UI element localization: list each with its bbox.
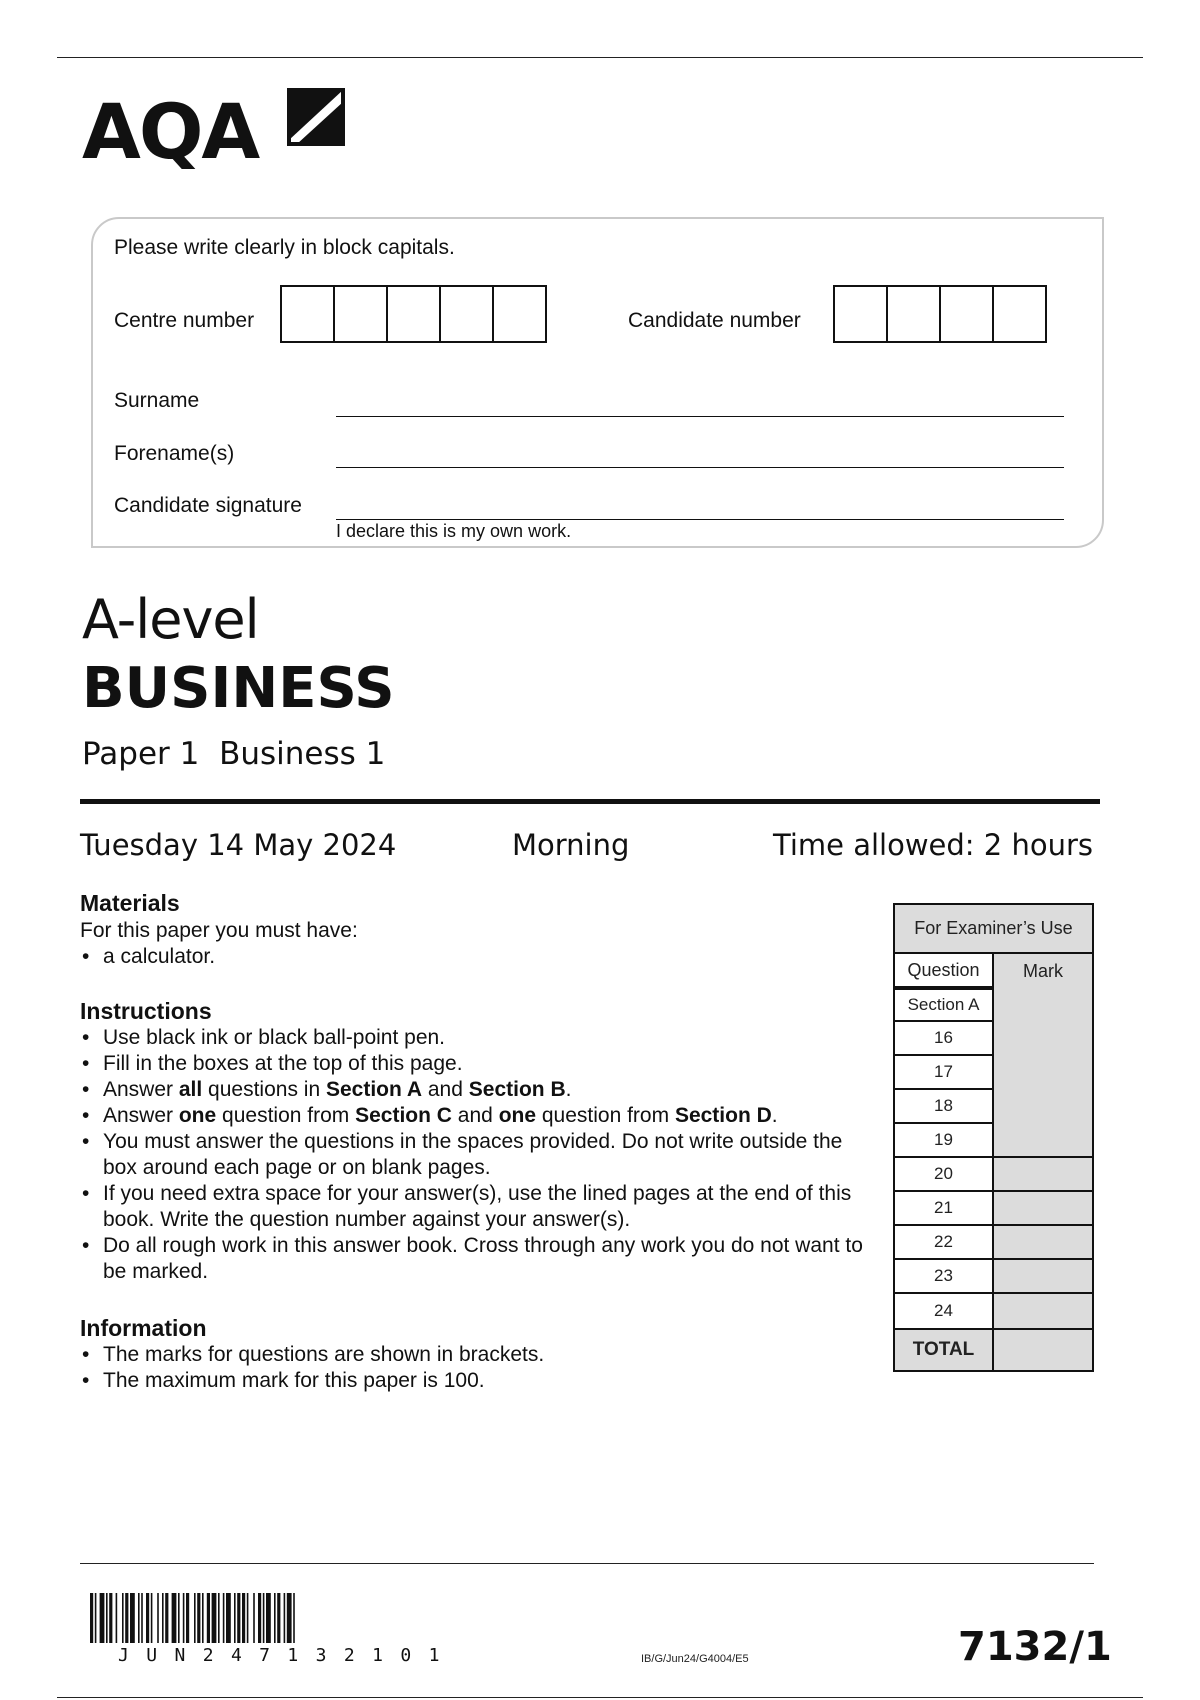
examiner-table-row <box>895 1022 1092 1056</box>
barcode-bar <box>258 1593 261 1643</box>
surname-field[interactable] <box>336 416 1064 417</box>
information-item: • The maximum mark for this paper is 100. <box>80 1368 870 1394</box>
instruction-item: • If you need extra space for your answer(s), use the lined pages at the end of this book. Write the question number against your answer(s). <box>80 1181 870 1233</box>
question-column-header: Question <box>895 954 994 988</box>
examiner-table-row <box>895 1294 1092 1328</box>
information-list <box>80 1342 870 1394</box>
paper-code: 7132/1 <box>958 1624 1112 1670</box>
centre-digit-box[interactable] <box>492 285 547 343</box>
question-number-cell: 18 <box>895 1090 994 1124</box>
question-number-cell: Section A <box>895 988 994 1022</box>
qualification-level: A-level <box>82 588 259 651</box>
question-number-cell: 22 <box>895 1226 994 1260</box>
materials-item: • a calculator. <box>80 944 870 970</box>
barcode-bar <box>253 1593 255 1643</box>
barcode-bar <box>183 1593 185 1643</box>
examiner-table-row <box>895 1226 1092 1260</box>
candidate-digit-box[interactable] <box>833 285 888 343</box>
barcode-bar <box>138 1593 140 1643</box>
barcode-bar <box>287 1593 292 1643</box>
aqa-logo <box>82 88 352 188</box>
mark-cell <box>994 1022 1092 1056</box>
barcode-bar <box>172 1593 177 1643</box>
top-rule <box>57 57 1143 58</box>
barcode-bar <box>202 1593 204 1643</box>
forenames-label: Forename(s) <box>114 442 235 465</box>
instructions-heading: Instructions <box>80 998 212 1024</box>
barcode-bar <box>223 1593 225 1643</box>
barcode-bar <box>197 1593 200 1643</box>
signature-field[interactable] <box>336 519 1064 520</box>
barcode-bar <box>274 1593 276 1643</box>
candidate-number-boxes[interactable] <box>833 285 1047 343</box>
total-mark-cell <box>994 1328 1092 1370</box>
total-label: TOTAL <box>895 1328 994 1370</box>
barcode-bar <box>157 1593 159 1643</box>
mark-cell <box>994 988 1092 1022</box>
aqa-logo-mark-icon <box>287 88 345 146</box>
instructions-list <box>80 1025 870 1285</box>
centre-digit-box[interactable] <box>280 285 335 343</box>
materials-heading: Materials <box>80 890 180 916</box>
candidate-number-label: Candidate number <box>628 309 801 332</box>
question-number-cell: 17 <box>895 1056 994 1090</box>
mark-cell <box>994 1056 1092 1090</box>
mark-cell <box>994 1158 1092 1192</box>
barcode-bar <box>151 1593 153 1643</box>
candidate-digit-box[interactable] <box>886 285 941 343</box>
instruction-item: • Do all rough work in this answer book. Cross through any work you do not want to be marked. <box>80 1233 870 1285</box>
barcode-bar <box>90 1593 93 1643</box>
question-number-cell: 24 <box>895 1294 994 1328</box>
barcode-bar <box>186 1593 189 1643</box>
candidate-digit-box[interactable] <box>939 285 994 343</box>
barcode-bar <box>178 1593 180 1643</box>
barcode-bar <box>100 1593 105 1643</box>
mark-cell <box>994 1260 1092 1294</box>
bottom-rule <box>57 1697 1143 1698</box>
instruction-item: • You must answer the questions in the spaces provided. Do not write outside the box around each page or on blank pages. <box>80 1129 870 1181</box>
examiner-table-row <box>895 988 1092 1022</box>
subject-title: BUSINESS <box>82 656 395 721</box>
time-allowed: Time allowed: 2 hours <box>773 828 1093 862</box>
title-divider <box>80 799 1100 804</box>
centre-digit-box[interactable] <box>386 285 441 343</box>
block-capitals-instruction: Please write clearly in block capitals. <box>114 236 455 259</box>
barcode-bar <box>237 1593 240 1643</box>
barcode-bar <box>122 1593 124 1643</box>
barcode-bar <box>125 1593 128 1643</box>
examiner-table-row <box>895 1090 1092 1124</box>
barcode-image <box>90 1593 474 1643</box>
logo-text: AQA <box>82 87 259 176</box>
examiner-use-table <box>893 903 1094 1372</box>
exam-session: Morning <box>512 828 630 862</box>
instruction-item: • Fill in the boxes at the top of this page. <box>80 1051 870 1077</box>
barcode-bar <box>130 1593 135 1643</box>
examiner-table-header-row <box>895 954 1092 988</box>
barcode-bar <box>263 1593 265 1643</box>
barcode-bar <box>247 1593 249 1643</box>
surname-label: Surname <box>114 389 200 412</box>
barcode-bar <box>116 1593 118 1643</box>
barcode-bar <box>218 1593 220 1643</box>
barcode-bar <box>109 1593 112 1643</box>
materials-list <box>80 944 870 970</box>
forenames-field[interactable] <box>336 467 1064 468</box>
examiner-table-total-row <box>895 1328 1092 1370</box>
mark-cell <box>994 1192 1092 1226</box>
mark-column-header: Mark <box>994 954 1092 988</box>
barcode-bar <box>242 1593 245 1643</box>
centre-number-label: Centre number <box>114 309 255 332</box>
barcode-bar <box>212 1593 217 1643</box>
barcode-digits: JUN247132101 <box>118 1645 457 1666</box>
question-number-cell: 23 <box>895 1260 994 1294</box>
barcode-bar <box>106 1593 108 1643</box>
question-number-cell: 20 <box>895 1158 994 1192</box>
mark-cell <box>994 1124 1092 1158</box>
exam-date: Tuesday 14 May 2024 <box>80 828 397 862</box>
question-number-cell: 19 <box>895 1124 994 1158</box>
document-reference: IB/G/Jun24/G4004/E5 <box>641 1653 749 1665</box>
declaration-text: I declare this is my own work. <box>336 521 572 541</box>
footer-rule <box>80 1563 1094 1564</box>
examiner-table-row <box>895 1056 1092 1090</box>
barcode-bar <box>194 1593 196 1643</box>
barcode-bar <box>277 1593 280 1643</box>
barcode-bar <box>162 1593 164 1643</box>
examiner-table-row <box>895 1158 1092 1192</box>
candidate-digit-box[interactable] <box>992 285 1047 343</box>
barcode-bar <box>165 1593 168 1643</box>
materials-intro: For this paper you must have: <box>80 919 358 942</box>
mark-cell <box>994 1294 1092 1328</box>
information-heading: Information <box>80 1315 207 1341</box>
examiner-table-row <box>895 1192 1092 1226</box>
examiner-table-title: For Examiner’s Use <box>895 905 1092 954</box>
barcode-bar <box>266 1593 271 1643</box>
instruction-item: • Answer all questions in Section A and Section B. <box>80 1077 870 1103</box>
question-number-cell: 16 <box>895 1022 994 1056</box>
examiner-table-row <box>895 1124 1092 1158</box>
mark-cell <box>994 1090 1092 1124</box>
barcode-bar <box>95 1593 97 1643</box>
barcode-bar <box>207 1593 210 1643</box>
barcode-bar <box>146 1593 149 1643</box>
barcode-bar <box>293 1593 295 1643</box>
question-number-cell: 21 <box>895 1192 994 1226</box>
barcode-bar <box>226 1593 231 1643</box>
barcode-bar <box>141 1593 143 1643</box>
centre-digit-box[interactable] <box>333 285 388 343</box>
centre-number-boxes[interactable] <box>280 285 547 343</box>
barcode-bar <box>284 1593 286 1643</box>
barcode-bar <box>234 1593 236 1643</box>
instruction-item: • Answer one question from Section C and one question from Section D. <box>80 1103 870 1129</box>
paper-title: Paper 1 Business 1 <box>82 736 386 772</box>
signature-label: Candidate signature <box>114 494 302 517</box>
examiner-table-row <box>895 1260 1092 1294</box>
mark-cell <box>994 1226 1092 1260</box>
centre-digit-box[interactable] <box>439 285 494 343</box>
examiner-table-rows <box>895 988 1092 1328</box>
instruction-item: • Use black ink or black ball-point pen. <box>80 1025 870 1051</box>
information-item: • The marks for questions are shown in brackets. <box>80 1342 870 1368</box>
